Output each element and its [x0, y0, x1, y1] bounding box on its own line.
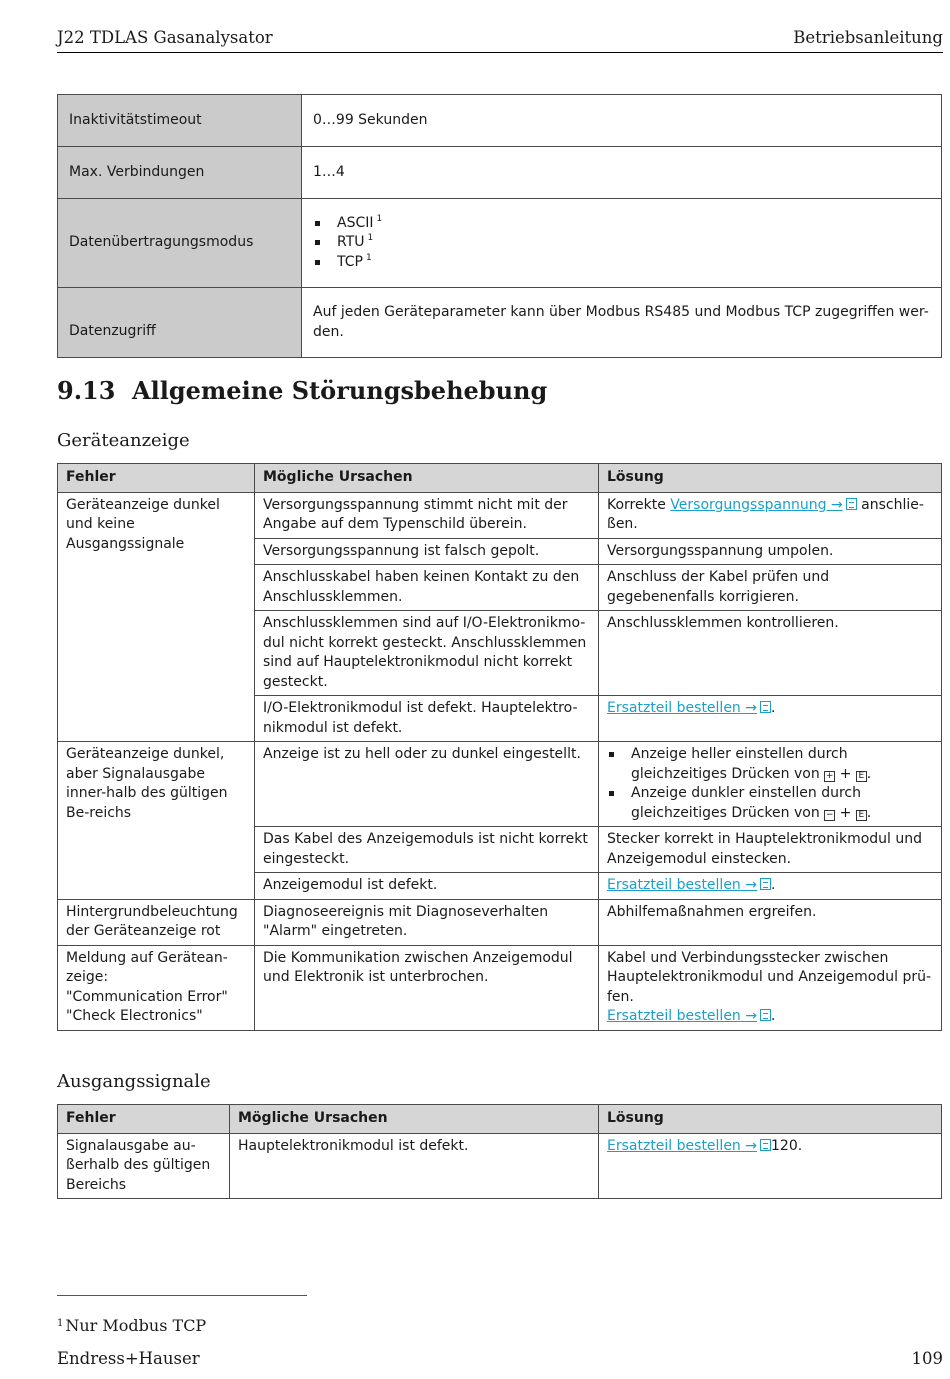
- column-header: Fehler: [58, 464, 255, 493]
- param-value: 1…4: [302, 147, 942, 199]
- solution-cell: Kabel und Verbindungsstecker zwischen Hauptelektronikmodul und Anzeigemodul prü-fen. Ersatzteil bestellen → .: [599, 945, 942, 1030]
- table-row: [58, 1133, 942, 1199]
- plus-key-icon: +: [825, 770, 834, 781]
- solution-cell: Versorgungsspannung umpolen.: [599, 538, 942, 565]
- document-icon: [760, 1009, 771, 1021]
- cause-cell: Die Kommunikation zwischen Anzeigemodul und Elektronik ist unterbrochen.: [255, 945, 599, 1030]
- fault-cell: Geräteanzeige dunkel und keine Ausgangssignale: [58, 492, 255, 742]
- document-type: Betriebsanleitung: [793, 28, 943, 47]
- solution-cell: [599, 742, 942, 827]
- output-troubleshooting-table: [57, 1104, 942, 1199]
- param-label: Datenübertragungsmodus: [58, 199, 302, 288]
- mode-list: [313, 214, 930, 273]
- page-footer: [57, 1349, 943, 1368]
- column-header: Lösung: [599, 1105, 942, 1134]
- param-value: Auf jeden Geräteparameter kann über Modbus RS485 und Modbus TCP zugegriffen wer-den.: [302, 288, 942, 358]
- cause-cell: Das Kabel des Anzeigemoduls ist nicht korrekt eingesteckt.: [255, 827, 599, 873]
- table-row: [58, 945, 942, 1030]
- footnote: $^1$ Nur Modbus TCP: [57, 1316, 207, 1335]
- cause-cell: Anschlusskabel haben keinen Kontakt zu den Anschlussklemmen.: [255, 565, 599, 611]
- spare-part-link[interactable]: Ersatzteil bestellen →: [607, 1138, 771, 1154]
- solution-cell: Stecker korrekt in Hauptelektronikmodul und Anzeigemodul einstecken.: [599, 827, 942, 873]
- arrow-right-icon: →: [745, 700, 757, 716]
- solution-cell: Anschlussklemmen kontrollieren.: [599, 611, 942, 696]
- column-header: Lösung: [599, 464, 942, 493]
- param-label: Inaktivitätstimeout: [58, 95, 302, 147]
- arrow-right-icon: →: [830, 496, 843, 513]
- solution-cell: Anschluss der Kabel prüfen und gegebenenfalls korrigieren.: [599, 565, 942, 611]
- footnote-divider: [57, 1295, 307, 1296]
- column-header: Fehler: [58, 1105, 230, 1134]
- arrow-right-icon: →: [745, 1137, 757, 1154]
- list-item: Anzeige dunkler einstellen durch gleichzeitiges Drücken von − + E .: [607, 784, 933, 823]
- output-heading: Ausgangssignale: [57, 1071, 211, 1092]
- column-header: Mögliche Ursachen: [255, 464, 599, 493]
- param-label: Datenzugriff: [58, 288, 302, 358]
- document-icon: [760, 1139, 771, 1151]
- table-row: [58, 95, 942, 147]
- fault-cell: Meldung auf Gerätean-zeige: "Communication Error" "Check Electronics": [58, 945, 255, 1030]
- fault-cell: Hintergrundbeleuchtung der Geräteanzeige rot: [58, 899, 255, 945]
- fault-cell: Signalausgabe au-ßerhalb des gültigen Bereichs: [58, 1133, 230, 1199]
- list-item: ASCII $^1$: [313, 214, 930, 234]
- table-row: [58, 147, 942, 199]
- param-value: 0…99 Sekunden: [302, 95, 942, 147]
- table-row: [58, 492, 942, 538]
- company-name: Endress+Hauser: [57, 1349, 200, 1368]
- e-key-icon: E: [856, 810, 867, 821]
- cause-cell: Diagnoseereignis mit Diagnoseverhalten "Alarm" eingetreten.: [255, 899, 599, 945]
- solution-cell: Ersatzteil bestellen → 120.: [599, 1133, 942, 1199]
- solution-cell: Abhilfemaßnahmen ergreifen.: [599, 899, 942, 945]
- spare-part-link[interactable]: Ersatzteil bestellen →: [607, 877, 771, 893]
- cause-cell: Anschlussklemmen sind auf I/O-Elektronikmo-dul nicht korrekt gesteckt. Anschlussklemmen sind auf Hauptelektronikmodul nicht korrekt gesteckt.: [255, 611, 599, 696]
- page-header: [57, 28, 943, 53]
- minus-key-icon: −: [825, 809, 834, 820]
- list-item: Anzeige heller einstellen durch gleichzeitiges Drücken von + + E .: [607, 745, 933, 784]
- document-icon: [846, 498, 857, 510]
- fault-cell: Geräteanzeige dunkel, aber Signalausgabe inner-halb des gültigen Be-reichs: [58, 742, 255, 900]
- param-label: Max. Verbindungen: [58, 147, 302, 199]
- arrow-right-icon: →: [745, 1008, 757, 1024]
- display-troubleshooting-table: [57, 463, 942, 1031]
- column-header: Mögliche Ursachen: [230, 1105, 599, 1134]
- table-row: [58, 288, 942, 358]
- table-row: [58, 899, 942, 945]
- solution-cell: Korrekte Versorgungsspannung → anschlie-ßen.: [599, 492, 942, 538]
- spare-part-link[interactable]: Ersatzteil bestellen →: [607, 1008, 771, 1024]
- list-item: RTU $^1$: [313, 233, 930, 253]
- cause-cell: I/O-Elektronikmodul ist defekt. Hauptelektro-nikmodul ist defekt.: [255, 696, 599, 742]
- document-icon: [760, 878, 771, 890]
- cause-cell: Anzeige ist zu hell oder zu dunkel eingestellt.: [255, 742, 599, 827]
- cause-cell: Versorgungsspannung ist falsch gepolt.: [255, 538, 599, 565]
- arrow-right-icon: →: [745, 877, 757, 893]
- table-row: [58, 199, 942, 288]
- page-reference: 120: [771, 1137, 798, 1154]
- document-icon: [760, 701, 771, 713]
- param-value: [302, 199, 942, 288]
- table-header-row: [58, 1105, 942, 1134]
- solution-cell: Ersatzteil bestellen → .: [599, 696, 942, 742]
- display-heading: Geräteanzeige: [57, 430, 190, 451]
- spare-part-link[interactable]: Ersatzteil bestellen →: [607, 700, 771, 716]
- section-heading: 9.13 Allgemeine Störungsbehebung: [57, 376, 548, 405]
- solution-cell: Ersatzteil bestellen → .: [599, 873, 942, 900]
- cause-cell: Hauptelektronikmodul ist defekt.: [230, 1133, 599, 1199]
- supply-voltage-link[interactable]: Versorgungsspannung →: [670, 497, 856, 513]
- document-title: J22 TDLAS Gasanalysator: [57, 28, 273, 47]
- cause-cell: Versorgungsspannung stimmt nicht mit der Angabe auf dem Typenschild überein.: [255, 492, 599, 538]
- page-number: 109: [911, 1349, 943, 1368]
- brightness-list: [607, 745, 933, 823]
- table-header-row: [58, 464, 942, 493]
- table-row: [58, 742, 942, 827]
- cause-cell: Anzeigemodul ist defekt.: [255, 873, 599, 900]
- modbus-parameter-table: [57, 94, 942, 358]
- e-key-icon: E: [856, 771, 867, 782]
- list-item: TCP $^1$: [313, 253, 930, 273]
